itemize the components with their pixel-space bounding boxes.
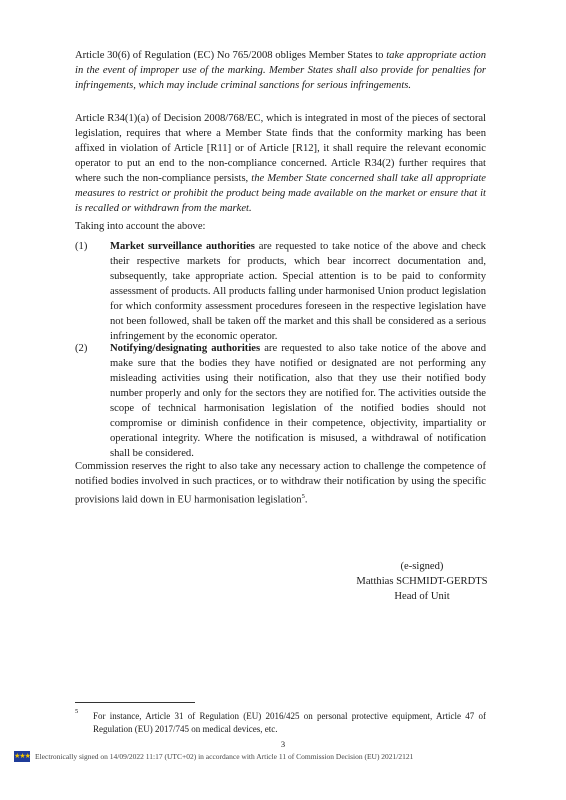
paragraph-italic-quote: take appropriate action in the event of improper use of the marking. Member States shall also provide for penalties for infringements, which may include criminal sanctions for serious infringements.	[75, 50, 486, 91]
electronic-signature-text: Electronically signed on 14/09/2022 11:17 (UTC+02) in accordance with Article 11 of Commission Decision (EU) 2021/2121	[35, 752, 414, 761]
signature-name: Matthias SCHMIDT-GERDTS	[356, 576, 488, 587]
paragraph-text: Article 30(6) of Regulation (EC) No 765/2008 obliges Member States to	[75, 50, 387, 61]
paragraph-article-r34	[75, 111, 486, 216]
list-item-number: (2)	[75, 343, 88, 354]
page-number: 3	[280, 739, 286, 749]
list-item-market-surveillance	[110, 239, 486, 344]
list-item-notifying-authorities	[110, 341, 486, 461]
paragraph-text: Article R34(1)(a) of Decision 2008/768/EC, which is integrated in most of the pieces of sectoral legislation, requires that where a Member State finds that the conformity marking has been affixed in violation of Article [R11] or of Article [R12], it shall require the relevant economic operator to put an end to the non-compliance concerned. Article R34(2) further requires that where such the non-compliance persists,	[75, 113, 486, 184]
list-item-heading: Notifying/designating authorities	[110, 343, 261, 354]
signature-esigned: (e-signed)	[400, 561, 444, 572]
paragraph-taking-into-account: Taking into account the above:	[75, 221, 206, 232]
paragraph-italic-quote: the Member State concerned shall take all appropriate measures to restrict or prohibit the product being made available on the market or ensure that it is recalled or withdrawn from the market.	[75, 173, 487, 214]
paragraph-conclusion	[75, 459, 486, 508]
footnote-number: 5	[75, 708, 79, 715]
paragraph-text-end: .	[304, 494, 308, 506]
list-item-text: are requested to take notice of the above and check their respective markets for products, which bear incorrect documentation and, subsequently, take appropriate action. Special attention is to be paid to conformity assessment of products. All products falling under harmonised Union product legislation for which conformity assessment procedures foreseen in the respective legislation have not been followed, shall be taken off the market and this shall be considered as a serious infringement by the economic operator.	[110, 241, 486, 342]
list-item-number: (1)	[75, 241, 88, 252]
paragraph-text: Commission reserves the right to also take any necessary action to challenge the competence of notified bodies involved in such practices, or to withdraw their notification by using the specific provisions laid down in EU harmonisation legislation	[75, 461, 486, 506]
list-item-text: are requested to also take notice of the above and make sure that the bodies they have notified or designated are not performing any misleading activities using their notification, also that they use their notified body number properly and only for the sectors they are notified for. The activities outside the scope of technical harmonisation legislation of the notified bodies should not compromise or diminish confidence in their competence, objectivity, impartiality or operational integrity. Where the notification is misused, a withdrawal of notification shall be considered.	[110, 343, 486, 459]
paragraph-article-30	[75, 48, 486, 93]
footnote-text: For instance, Article 31 of Regulation (EU) 2016/425 on personal protective equipment, Article 47 of Regulation (EU) 2017/745 on medical devices, etc.	[93, 711, 486, 734]
signature-title: Head of Unit	[394, 591, 450, 602]
list-item-heading: Market surveillance authorities	[110, 241, 255, 252]
footnote-divider	[75, 702, 195, 703]
eu-flag-icon: ★★★	[14, 752, 30, 760]
footnote-reference[interactable]: 5	[301, 493, 305, 500]
electronic-signature-banner	[14, 751, 413, 762]
